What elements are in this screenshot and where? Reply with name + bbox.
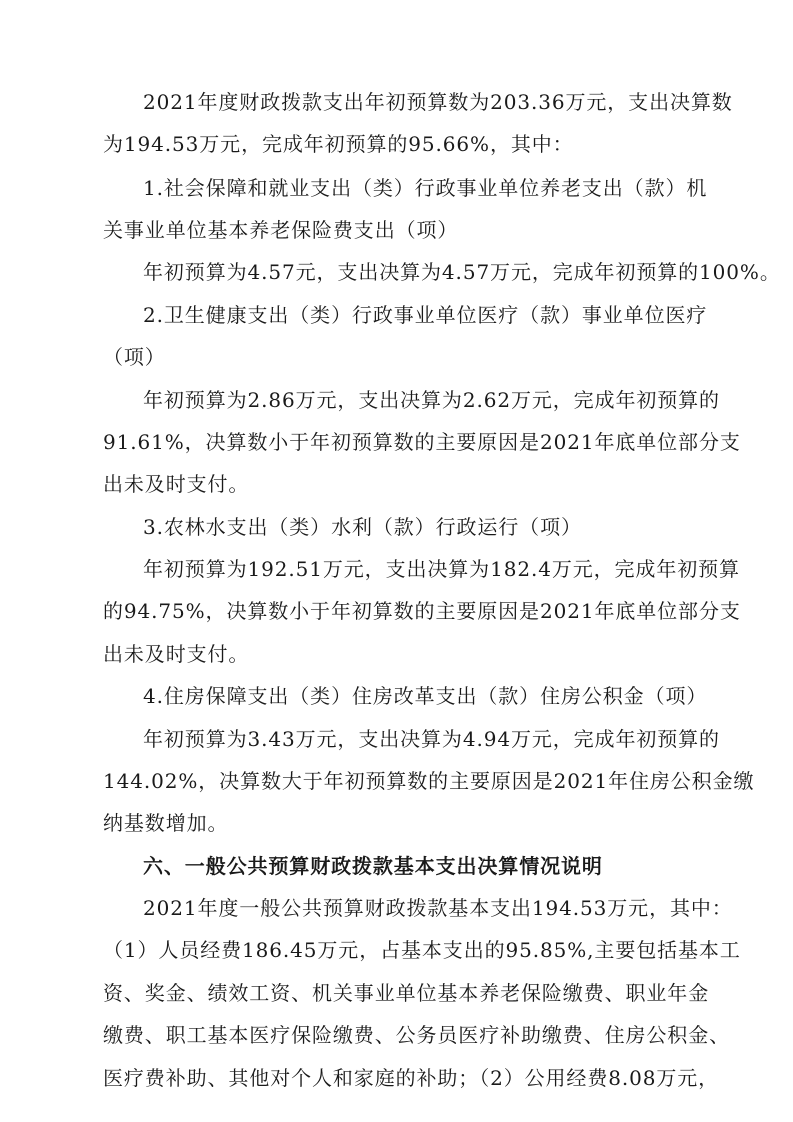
paragraph-line: 医疗费补助、其他对个人和家庭的补助；（2）公用经费8.08万元， xyxy=(103,1066,720,1090)
paragraph-line: 年初预算为192.51万元，支出决算为182.4万元，完成年初预算 xyxy=(143,557,740,581)
paragraph-line: 的94.75%，决算数小于年初算数的主要原因是2021年底单位部分支 xyxy=(103,599,741,623)
paragraph-line: 2021年度一般公共预算财政拨款基本支出194.53万元，其中： xyxy=(143,896,733,920)
paragraph-line: 2021年度财政拨款支出年初预算数为203.36万元，支出决算数 xyxy=(143,90,733,114)
paragraph-line: 91.61%，决算数小于年初预算数的主要原因是2021年底单位部分支 xyxy=(103,430,741,454)
section-item-heading: 关事业单位基本养老保险费支出（项） xyxy=(103,218,459,242)
paragraph-line: 出未及时支付。 xyxy=(103,472,250,496)
paragraph-line: 年初预算为4.57元，支出决算为4.57万元，完成年初预算的100%。 xyxy=(143,260,781,284)
paragraph-line: 资、奖金、绩效工资、机关事业单位基本养老保险缴费、职业年金 xyxy=(103,981,710,1005)
paragraph-line: 出未及时支付。 xyxy=(103,642,250,666)
paragraph-line: 年初预算为3.43万元，支出决算为4.94万元，完成年初预算的 xyxy=(143,727,720,751)
section-heading: 六、一般公共预算财政拨款基本支出决算情况说明 xyxy=(143,854,603,878)
paragraph-line: 年初预算为2.86万元，支出决算为2.62万元，完成年初预算的 xyxy=(143,388,720,412)
paragraph-line: 缴费、职工基本医疗保险缴费、公务员医疗补助缴费、住房公积金、 xyxy=(103,1023,730,1047)
section-item-heading: 3.农林水支出（类）水利（款）行政运行（项） xyxy=(143,515,582,539)
paragraph-line: 纳基数增加。 xyxy=(103,811,229,835)
paragraph-line: （1）人员经费186.45万元，占基本支出的95.85%,主要包括基本工 xyxy=(103,938,741,962)
section-item-heading: 2.卫生健康支出（类）行政事业单位医疗（款）事业单位医疗 xyxy=(143,303,708,327)
paragraph-line: 144.02%，决算数大于年初预算数的主要原因是2021年住房公积金缴 xyxy=(103,769,755,793)
section-item-heading: （项） xyxy=(103,345,166,369)
section-item-heading: 1.社会保障和就业支出（类）行政事业单位养老支出（款）机 xyxy=(143,176,708,200)
section-item-heading: 4.住房保障支出（类）住房改革支出（款）住房公积金（项） xyxy=(143,684,708,708)
paragraph-line: 为194.53万元，完成年初预算的95.66%，其中： xyxy=(103,132,574,156)
